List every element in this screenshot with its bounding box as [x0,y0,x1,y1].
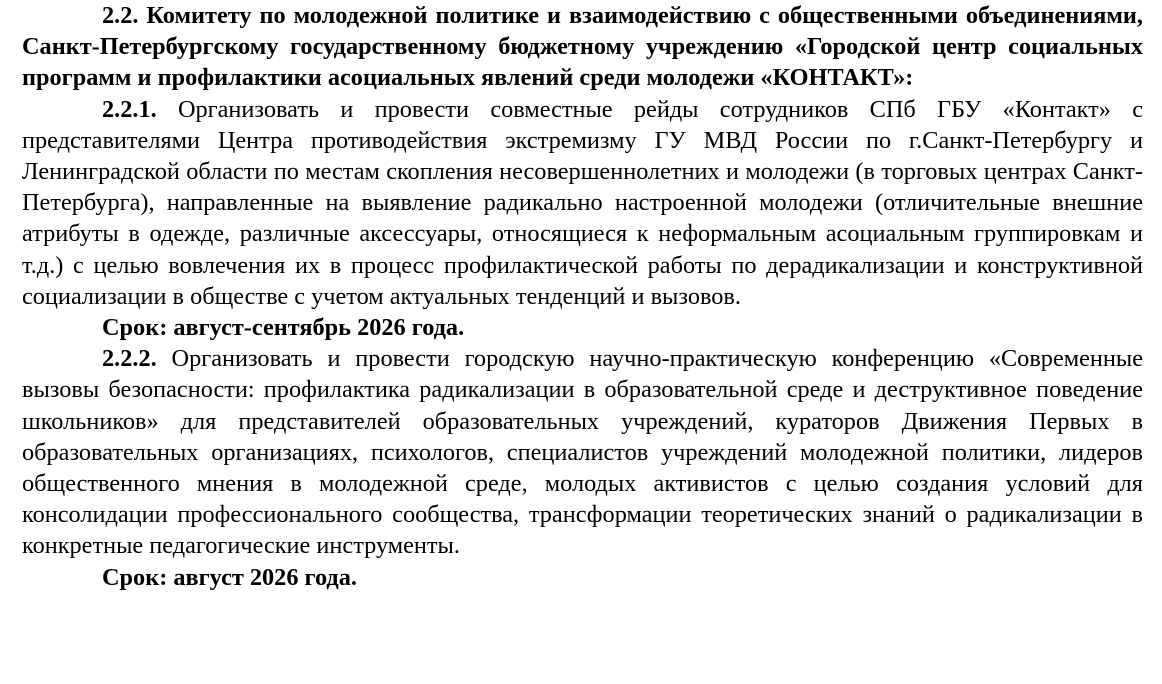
item-2-2-2 [22,343,1143,561]
item-deadline: Срок: август 2026 года. [102,563,357,591]
item-number: 2.2.2. [102,345,157,373]
item-text: Организовать и провести совместные рейды сотрудников СПб ГБУ «Контакт» с представителями Центра противодействия экстремизму ГУ МВД России по г.Санкт-Петербургу и Ленинградской области по местам скопления несовершеннолетних и молодежи (в торговых центрах Санкт-Петербурга), направленные на выявление радикально настроенной молодежи (отличительные внешние атрибуты в одежде, различные аксессуары, относящиеся к неформальным асоциальным группировкам и т.д.) с целью вовлечения их в процесс профилактической работы по дерадикализации и конструктивной социализации в обществе с учетом актуальных тенденций и вызовов. [22,95,1143,310]
item-2-2-1 [22,94,1143,312]
item-number: 2.2.1. [102,95,157,123]
section-heading: 2.2. Комитету по молодежной политике и взаимодействию с общественными объединениями, Санкт-Петербургскому государственному бюджетному учреждению «Городской центр социальных программ и профилактики асоциальных явлений среди молодежи «КОНТАКТ»: [22,2,1143,92]
item-deadline: Срок: август-сентябрь 2026 года. [102,314,465,342]
document-page [22,0,1143,593]
item-text: Организовать и провести городскую научно-практическую конференцию «Современные вызовы безопасности: профилактика радикализации в образовательной среде и деструктивное поведение школьников» для представителей образовательных учреждений, кураторов Движения Первых в образовательных организациях, психологов, специалистов учреждений молодежной политики, лидеров общественного мнения в молодежной среде, молодых активистов с целью создания условий для консолидации профессионального сообщества, трансформации теоретических знаний о радикализации в конкретные педагогические инструменты. [22,345,1143,560]
